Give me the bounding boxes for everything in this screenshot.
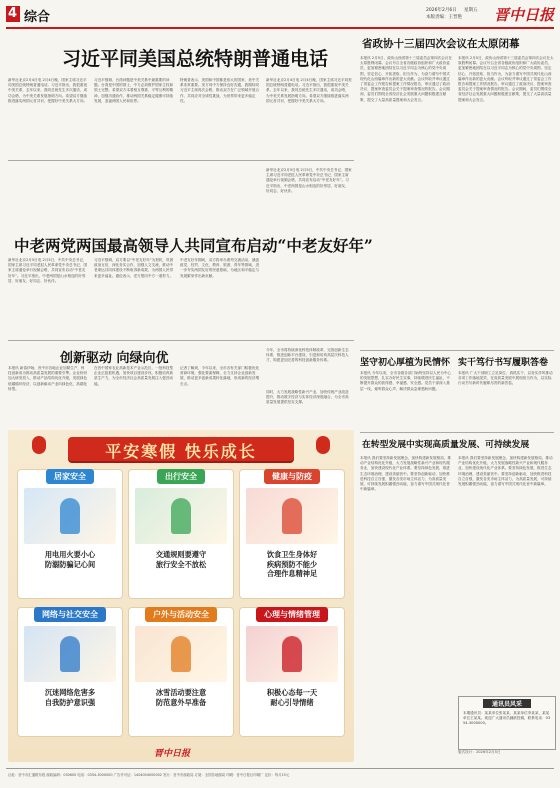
lead-headline: 习近平同美国总统特朗普通电话 xyxy=(62,48,329,70)
issue-date: 2026年2月6日 xyxy=(426,8,457,13)
poster-card xyxy=(240,608,344,736)
lead-col-1-text: 新华社北京2月4日电 2月4日晚，国家主席习近平同美国总统特朗普通电话。习近平指出，我很重视中美关系，去年以来，我同总统先生多次通话，成功会晤，为中美关系发展指明方向。希望双方继续推进落实两国元首共识，把握好中美关系大方向。 xyxy=(8,78,88,103)
right-mid-right-body xyxy=(458,371,554,427)
right-mid-left-headline: 坚守初心厚植为民情怀 xyxy=(360,358,451,368)
poster-card xyxy=(240,470,344,598)
poster-card-tag: 户外与活动安全 xyxy=(145,607,217,622)
bottom-mid-col-2-text: 同时，大力发展战略性新兴产业，加快传统产业改造提升，推动数字经济与实体经济深度融合，为全市高质量发展提供坚实支撑。 xyxy=(266,390,349,405)
second-col-3 xyxy=(180,258,260,336)
right-mid-rule xyxy=(360,350,554,351)
second-col-2-text: 习近平强调，双方要以“中老友好年”为契机，巩固政治互信，深化务实合作，加强人文交流，推动中老命运共同体建设不断取得新成果，为两国人民带来更多福祉。通伦表示，老方愿同中方一道努力。 xyxy=(94,258,174,278)
page-header xyxy=(6,4,554,26)
health-icon xyxy=(246,488,338,544)
heart-icon xyxy=(246,626,338,682)
issue-weekday: 星期五 xyxy=(464,8,478,13)
right-bottom-col-1 xyxy=(360,456,452,746)
phone-icon xyxy=(24,626,116,682)
poster-card-tag: 心理与情绪管理 xyxy=(256,607,328,622)
poster-card-caption: 饮食卫生身体好 疾病预防不能少 合理作息精神足 xyxy=(266,550,318,578)
right-mid-right-headline: 实干笃行书写履职答卷 xyxy=(458,358,549,368)
poster-card-figure xyxy=(171,498,191,534)
right-top-body-2-text: 本报讯 2月5日，政协山西省第十三届委员会第四次会议在太原胜利闭幕。会议号召全省各级政协组织和广大政协委员，更加紧密地团结在以习近平同志为核心的党中央周围，坚定信心、开拓进取、担当作为，为奋力谱写中国式现代化山西篇章作出新的更大贡献。会议听取并审议通过了常委会工作报告和提案工作情况报告，审议通过了政治决议、提案审查委员会关于提案审查情况的报告。会议期间，委员们围绕全省经济社会发展重大问题积极建言献策，提交了大量高质量提案和大会发言。 xyxy=(458,56,554,102)
bottom-mid-col-1-text: 今年，全市将持续深化科技体制改革，完善创新生态体系，推进创新平台建设，引进和培育高层次科技人才，构建更加完善的科技创新服务体系。 xyxy=(266,348,349,363)
second-col-3-text: 中老友好年期间，双方将举办系列交流活动，涵盖政党、经贸、文化、教育、旅游、青年等领域，进一步夯实两国友好的民意基础，为地区和平稳定与发展繁荣作出新贡献。 xyxy=(180,258,260,278)
poster-card-figure xyxy=(282,636,302,672)
footer-rule xyxy=(6,768,554,769)
bottom-left-col-2 xyxy=(94,366,174,426)
lead-col-4-text: 新华社北京2月4日电 2月4日晚，国家主席习近平同美国总统特朗普通电话。习近平指出，我很重视中美关系，去年以来，我同总统先生多次通话，成功会晤，为中美关系发展指明方向。希望双方继续推进落实两国元首共识，把握好中美关系大方向。 xyxy=(266,78,352,103)
poster-card-figure xyxy=(282,498,302,534)
correspondent-box-text xyxy=(463,711,551,743)
lead-col-2-text: 习近平强调，台湾问题是中美关系中最重要的问题。台湾是中国的领土，中方必须维护国家主权和领土完整。希望双方本着相互尊重、平等互利的精神，加强沟通协作，推动两国关系稳定健康可持续发展，造福两国人民和世界。 xyxy=(94,78,174,103)
traffic-icon xyxy=(135,488,227,544)
poster-card xyxy=(129,470,233,598)
lead-col-2 xyxy=(94,78,174,154)
second-headline: 中老两党两国最高领导人共同宣布启动“中老友好年” xyxy=(14,236,373,255)
right-top-headline: 省政协十三届四次会议在太原闭幕 xyxy=(362,38,520,50)
poster-card-figure xyxy=(60,498,80,534)
bottom-left-headline: 创新驱动 向绿向优 xyxy=(60,351,169,366)
lantern-right-icon xyxy=(316,436,330,454)
right-bottom-rule xyxy=(360,432,554,433)
safety-poster xyxy=(8,430,354,762)
right-top-body-1-text: 本报讯 2月5日，政协山西省第十三届委员会第四次会议在太原胜利闭幕。会议号召全省各级政协组织和广大政协委员，更加紧密地团结在以习近平同志为核心的党中央周围，坚定信心、开拓进取、担当作为，为奋力谱写中国式现代化山西篇章作出新的更大贡献。会议听取并审议通过了常委会工作报告和提案工作情况报告，审议通过了政治决议、提案审查委员会关于提案审查情况的报告。会议期间，委员们围绕全省经济社会发展重大问题积极建言献策，提交了大量高质量提案和大会发言。 xyxy=(360,56,452,102)
poster-card-caption: 沉迷网络危害多 自我防护意识强 xyxy=(44,688,96,707)
lead-col-3 xyxy=(180,78,260,154)
poster-card-tag: 居家安全 xyxy=(46,469,94,484)
bottom-left-col-2-text: 在晋中国家农业高新技术产业示范区，一批科技型企业正抢抓机遇，加快项目建设步伐，积极培育新质生产力，为全市经济社会高质量发展注入强劲动能。 xyxy=(94,366,174,386)
right-mid-left-body-text: 本报讯 今年以来，全市各级各部门始终坚持以人民为中心的发展思想，扎实办好民生实事，持续增进民生福祉，不断提升群众的获得感、幸福感、安全感。党员干部深入基层一线，倾听群众心声，解决群众急难愁盼问题。 xyxy=(360,371,451,391)
second-col-4-text: 新华社北京2月5日电 2月5日，中共中央总书记、国家主席习近平同老挝人民革命党中央总书记、国家主席通伦举行视频会晤，共同宣布启动“中老友好年”。习近平指出，中老两国是山水相连的好邻居、好朋友、好同志、好伙伴。 xyxy=(266,168,352,193)
poster-card xyxy=(129,608,233,736)
masthead-logo: 晋中日报 xyxy=(494,6,555,24)
poster-card-caption: 冰雪活动要注意 防范意外早准备 xyxy=(155,688,207,707)
lead-divider xyxy=(8,160,354,161)
poster-card-figure xyxy=(60,636,80,672)
snow-icon xyxy=(135,626,227,682)
page-number: 4 xyxy=(8,6,18,21)
bottom-left-col-3-text: 记者了解到，今年以来，全市各有关部门积极优化营商环境，强化要素保障，全力支持企业创新发展，推动更多创新成果转化落地，形成新的经济增长点。 xyxy=(180,366,260,386)
bottom-left-col-1 xyxy=(8,366,88,426)
layout-editor-note: 版式设计：2026年2月5日 xyxy=(458,750,501,754)
bottom-left-col-3 xyxy=(180,366,260,426)
poster-card-caption: 积极心态每一天 耐心引导情绪 xyxy=(266,688,318,707)
lead-col-4 xyxy=(266,78,352,154)
right-bottom-headline: 在转型发展中实现高质量发展、可持续发展 xyxy=(362,440,530,450)
right-top-body-2 xyxy=(458,56,554,346)
poster-card-tag: 网络与社交安全 xyxy=(34,607,106,622)
right-mid-left-body xyxy=(360,371,452,427)
second-col-1-text: 新华社北京2月5日电 2月5日，中共中央总书记、国家主席习近平同老挝人民革命党中央总书记、国家主席通伦举行视频会晤，共同宣布启动“中老友好年”。习近平指出，中老两国是山水相连的好邻居、好朋友、好同志、好伙伴。 xyxy=(8,258,88,283)
bottom-left-col-1-text: 本报讯 新春伊始，晋中市各地企业加紧生产，科技创新成为推动高质量发展的重要引擎。企业纷纷加大研发投入，推动产品结构优化升级，发展绿色低碳循环经济，以创新驱动产业向绿色化、高端化转型。 xyxy=(8,366,88,391)
footer-line: 社址：晋中市汇通路东段 邮政编码：030600 电话：0354-3000000 广告许可证：1404004000002 发行：晋中市邮政局 订阅：全国各地邮局 印刷：晋中日报社印刷厂 定价：每月15元 xyxy=(8,773,290,777)
correspondent-box-title: 通讯员风采 xyxy=(483,699,531,708)
poster-card-caption: 交通规则要遵守 旅行安全不放松 xyxy=(155,550,207,569)
poster-card-figure xyxy=(171,636,191,672)
bottom-mid-col-1 xyxy=(266,348,352,386)
right-top-body-1 xyxy=(360,56,452,346)
right-bottom-col-2 xyxy=(458,456,554,692)
second-col-1 xyxy=(8,258,88,336)
poster-card-caption: 用电用火要小心 防溺防骗记心间 xyxy=(44,550,96,569)
second-col-4 xyxy=(266,168,352,336)
right-mid-right-body-text: 本报讯 广大干部职工立足岗位、真抓实干，以务实作风推动各项工作落地见效，在高质量发展中展现担当作为，以实际行动书写新时代履职尽责的新答卷。 xyxy=(458,371,553,386)
correspondent-box xyxy=(458,696,556,750)
right-bottom-col-2-text: 本报讯 我们要坚持新发展理念，加快构建新发展格局，推动产业结构优化升级，大力发展战略性新兴产业和现代服务业，加快建设现代化产业体系。要坚持绿色发展，推进生态环境治理，建设美丽晋中。要坚持创新驱动，加快推进科技自立自强，激发各类市场主体活力，为高质量发展、可持续发展积蓄强劲动能，奋力谱写中国式现代化晋中新篇章。 xyxy=(458,456,553,487)
second-col-2 xyxy=(94,258,174,336)
header-rule xyxy=(6,27,554,29)
section-name: 综合 xyxy=(24,10,51,25)
poster-card xyxy=(18,608,122,736)
correspondent-box-text-content: 本期通讯员：某某单位张某某、某某单位李某某、某某单位王某某。欢迎广大通讯员踊跃投稿，联系电话：0354-3000000。 xyxy=(463,711,551,726)
bottom-left-rule xyxy=(8,340,354,341)
page-editor: 本版责编：王晋艳 xyxy=(426,15,462,20)
house-icon xyxy=(24,488,116,544)
bottom-mid-col-2 xyxy=(266,390,352,426)
poster-card xyxy=(18,470,122,598)
poster-footer-logo: 晋中日报 xyxy=(154,749,191,759)
right-bottom-col-1-text: 本报讯 我们要坚持新发展理念，加快构建新发展格局，推动产业结构优化升级，大力发展战略性新兴产业和现代服务业，加快建设现代化产业体系。要坚持绿色发展，推进生态环境治理，建设美丽晋中。要坚持创新驱动，加快推进科技自立自强，激发各类市场主体活力，为高质量发展、可持续发展积蓄强劲动能，奋力谱写中国式现代化晋中新篇章。 xyxy=(360,456,451,492)
poster-card-tag: 出行安全 xyxy=(157,469,205,484)
poster-card-tag: 健康与防疫 xyxy=(264,469,320,484)
lead-col-1 xyxy=(8,78,88,154)
poster-title: 平安寒假 快乐成长 xyxy=(105,442,257,461)
lantern-left-icon xyxy=(32,436,46,454)
lead-col-3-text: 特朗普表示，美国和中国都是伟大的国家，美中关系非常重要。美方同中方保持良好沟通，我期待同习近平主席再次会晤，推动双方在广泛领域开展合作，共同应对全球性挑战，为世界带来更多稳定性。 xyxy=(180,78,260,103)
